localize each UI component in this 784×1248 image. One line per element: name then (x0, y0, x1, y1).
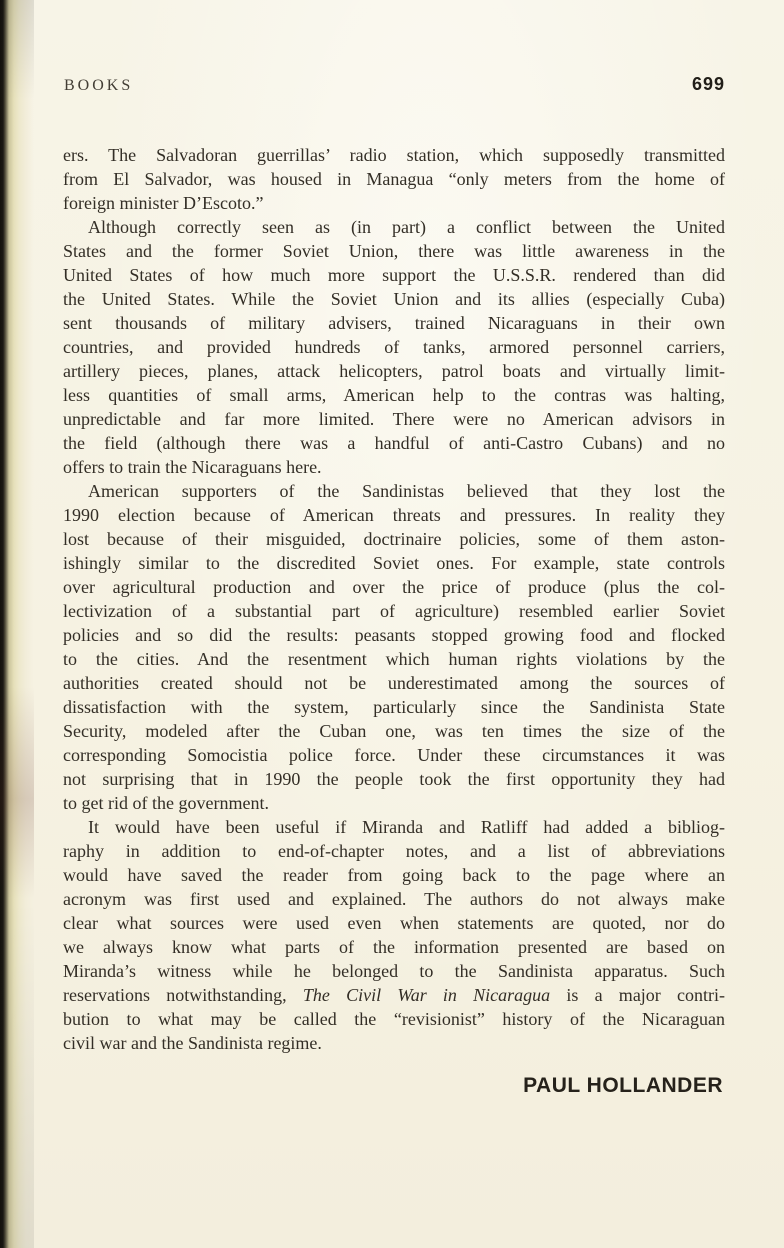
text-line: unpredictable and far more limited. There were no American advisors in (63, 409, 725, 429)
text-line: policies and so did the results: peasants stopped growing food and flocked (63, 625, 725, 645)
text-line: lectivization of a substantial part of agriculture) resembled earlier Soviet (63, 601, 725, 621)
text-line: Although correctly seen as (in part) a conflict between the United (88, 217, 725, 237)
text-line: the United States. While the Soviet Union and its allies (especially Cuba) (63, 289, 725, 309)
paragraph (63, 215, 725, 479)
section-label: BOOKS (64, 77, 134, 94)
body-text (63, 143, 725, 1055)
page-number: 699 (691, 74, 725, 94)
running-header (64, 74, 725, 95)
text-line: 1990 election because of American threats and pressures. In reality they (63, 505, 725, 525)
text-line: ers. The Salvadoran guerrillas’ radio station, which supposedly transmitted (63, 145, 725, 165)
text-line: would have saved the reader from going back to the page where an (63, 865, 725, 885)
text-line: raphy in addition to end-of-chapter notes, and a list of abbreviations (63, 841, 725, 861)
text-line: lost because of their misguided, doctrinaire policies, some of them aston- (63, 529, 725, 549)
paragraph (63, 815, 725, 1055)
text-line: dissatisfaction with the system, particularly since the Sandinista State (63, 697, 725, 717)
text-line: bution to what may be called the “revisionist” history of the Nicaraguan (63, 1009, 725, 1029)
paragraph (63, 479, 725, 815)
text-line: authorities created should not be underestimated among the sources of (63, 673, 725, 693)
text-line: to the cities. And the resentment which human rights violations by the (63, 649, 725, 669)
text-line: foreign minister D’Escoto.” (63, 193, 264, 213)
text-line: countries, and provided hundreds of tanks, armored personnel carriers, (63, 337, 725, 357)
text-line: Miranda’s witness while he belonged to the Sandinista apparatus. Such (63, 961, 725, 981)
text-line: United States of how much more support the U.S.S.R. rendered than did (63, 265, 725, 285)
text-line: over agricultural production and over the price of produce (plus the col- (63, 577, 725, 597)
text-line: the field (although there was a handful of anti-Castro Cubans) and no (63, 433, 725, 453)
reviewer-signature: PAUL HOLLANDER (523, 1074, 723, 1097)
text-line: artillery pieces, planes, attack helicopters, patrol boats and virtually limit- (63, 361, 725, 381)
text-line: from El Salvador, was housed in Managua “only meters from the home of (63, 169, 725, 189)
text-line: less quantities of small arms, American help to the contras was halting, (63, 385, 725, 405)
text-line: It would have been useful if Miranda and Ratliff had added a bibliog- (88, 817, 725, 837)
text-line: not surprising that in 1990 the people took the first opportunity they had (63, 769, 725, 789)
text-line: civil war and the Sandinista regime. (63, 1033, 322, 1053)
text-line: clear what sources were used even when statements are quoted, nor do (63, 913, 725, 933)
text-line: sent thousands of military advisers, trained Nicaraguans in their own (63, 313, 725, 333)
text-line: offers to train the Nicaraguans here. (63, 457, 322, 477)
text-line: reservations notwithstanding, The Civil War in Nicaragua is a major contri- (63, 985, 725, 1005)
text-line: to get rid of the government. (63, 793, 269, 813)
page-binding-edge (0, 0, 34, 1248)
text-line: we always know what parts of the information presented are based on (63, 937, 725, 957)
text-line: acronym was first used and explained. The authors do not always make (63, 889, 725, 909)
text-line: Security, modeled after the Cuban one, was ten times the size of the (63, 721, 725, 741)
text-line: American supporters of the Sandinistas believed that they lost the (88, 481, 725, 501)
paragraph (63, 143, 725, 215)
text-line: ishingly similar to the discredited Soviet ones. For example, state controls (63, 553, 725, 573)
text-line: corresponding Somocistia police force. Under these circumstances it was (63, 745, 725, 765)
text-line: States and the former Soviet Union, there was little awareness in the (63, 241, 725, 261)
